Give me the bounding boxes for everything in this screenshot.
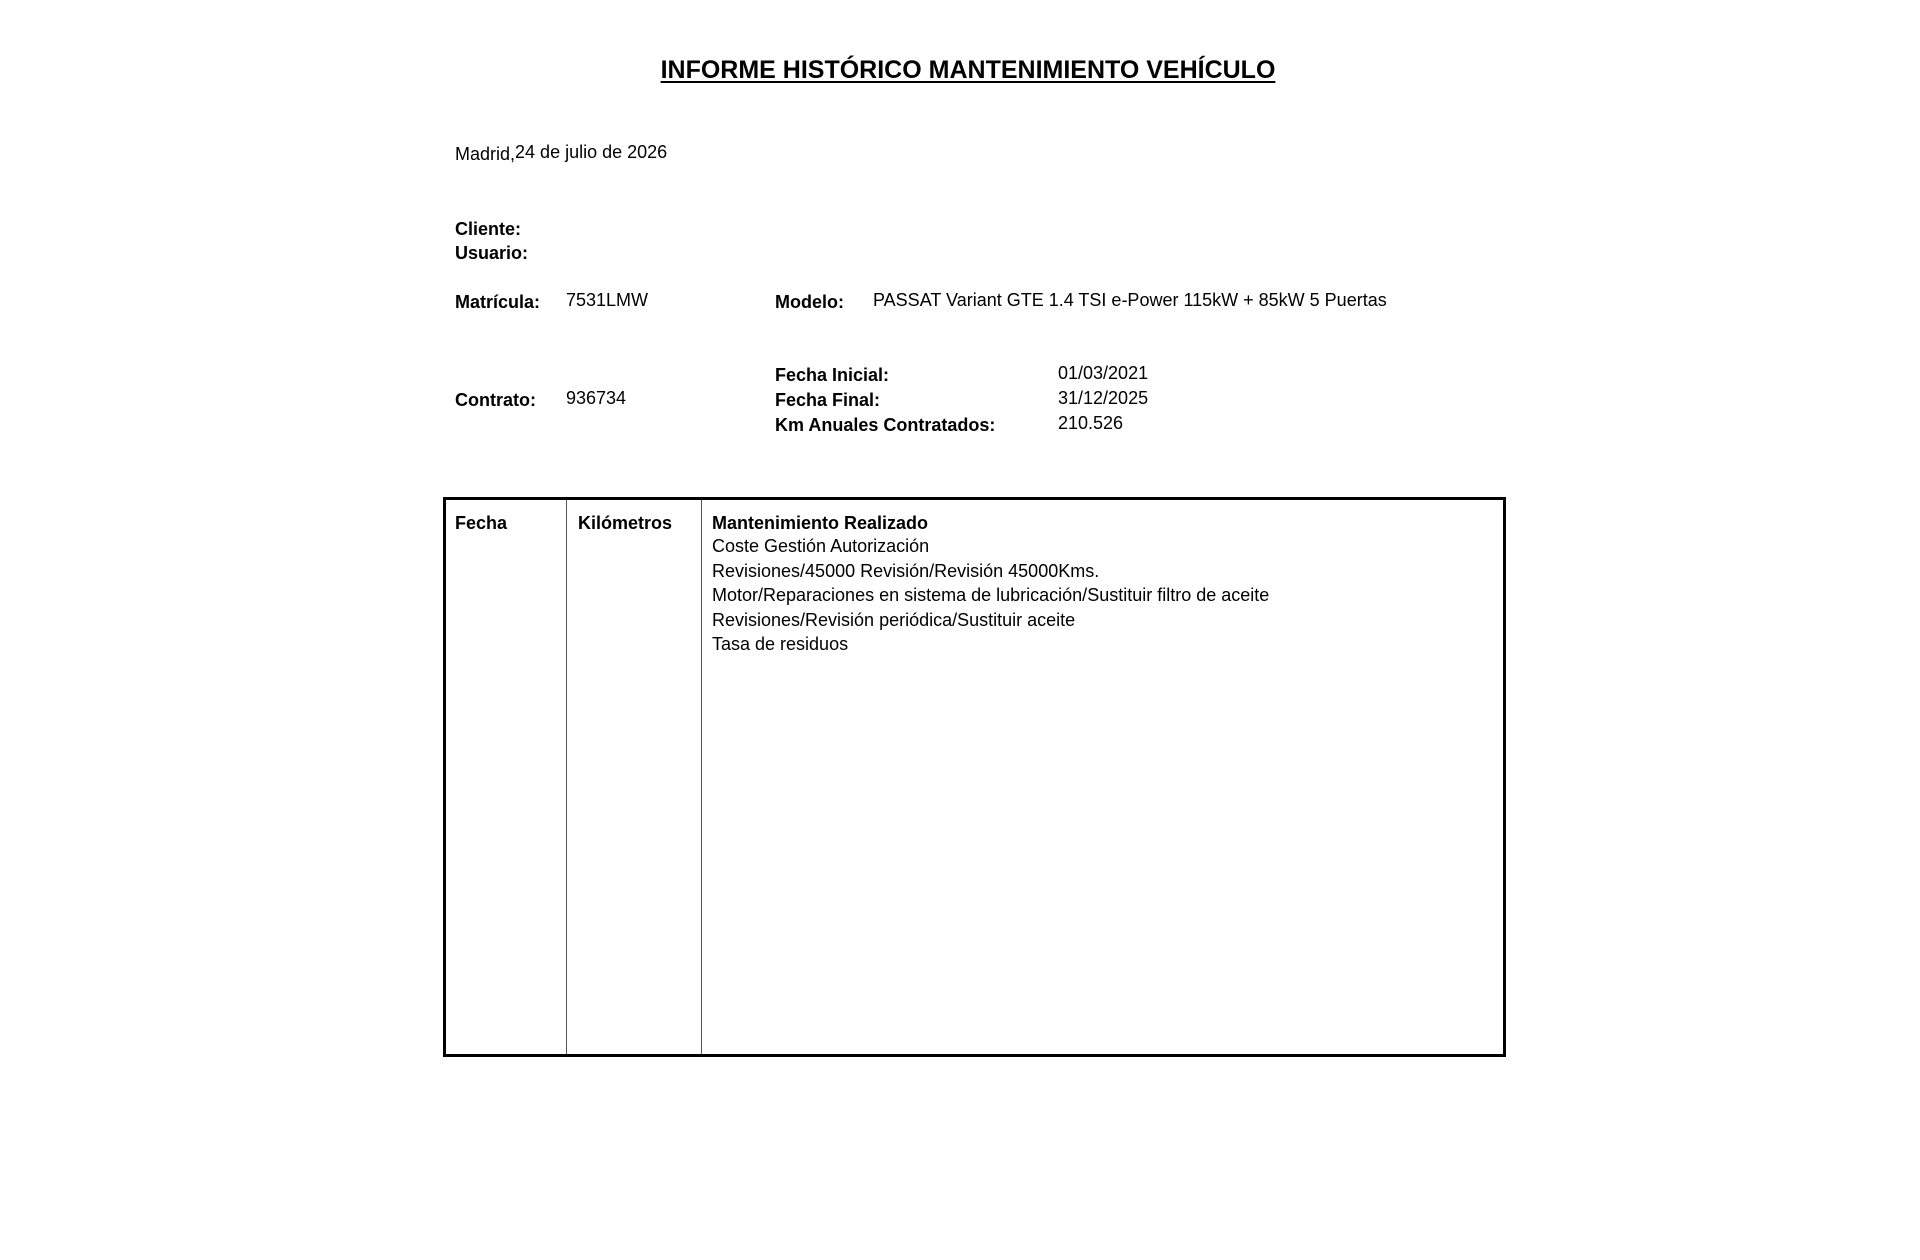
report-city-text: Madrid, (455, 144, 516, 164)
column-divider-fecha (566, 500, 567, 1054)
fecha-inicial-value: 01/03/2021 (1058, 363, 1149, 383)
contrato-label: Contrato: (455, 390, 536, 410)
list-item: Revisiones/Revisión periódica/Sustituir aceite (712, 609, 1076, 630)
list-item: Revisiones/45000 Revisión/Revisión 45000Kms. (712, 560, 1100, 581)
report-title: INFORME HISTÓRICO MANTENIMIENTO VEHÍCULO (660, 56, 1276, 84)
cliente-label: Cliente: (455, 219, 522, 239)
header-kilometros: Kilómetros (578, 513, 673, 533)
header-mantenimiento: Mantenimiento Realizado (712, 513, 929, 533)
list-item: Coste Gestión Autorización (712, 536, 930, 556)
maintenance-list (712, 534, 1269, 657)
km-anuales-value: 210.526 (1058, 413, 1124, 433)
contrato-value: 936734 (566, 388, 627, 408)
usuario-label: Usuario: (455, 243, 529, 263)
modelo-value: PASSAT Variant GTE 1.4 TSI e-Power 115kW + 85kW 5 Puertas (873, 290, 1387, 310)
list-item: Motor/Reparaciones en sistema de lubricación/Sustituir filtro de aceite (712, 585, 1270, 605)
maintenance-table (443, 497, 1506, 1057)
fecha-inicial-label: Fecha Inicial: (775, 365, 890, 385)
report-city (455, 143, 667, 165)
list-item: Tasa de residuos (712, 634, 849, 654)
fecha-final-label: Fecha Final: (775, 390, 881, 410)
km-anuales-label: Km Anuales Contratados: (775, 415, 996, 435)
modelo-label: Modelo: (775, 292, 844, 312)
matricula-label: Matrícula: (455, 292, 541, 312)
matricula-value: 7531LMW (566, 290, 649, 310)
header-fecha: Fecha (455, 513, 508, 533)
fecha-final-value: 31/12/2025 (1058, 388, 1149, 408)
report-date: 24 de julio de 2026 (515, 142, 668, 162)
column-divider-kilometros (701, 500, 702, 1054)
